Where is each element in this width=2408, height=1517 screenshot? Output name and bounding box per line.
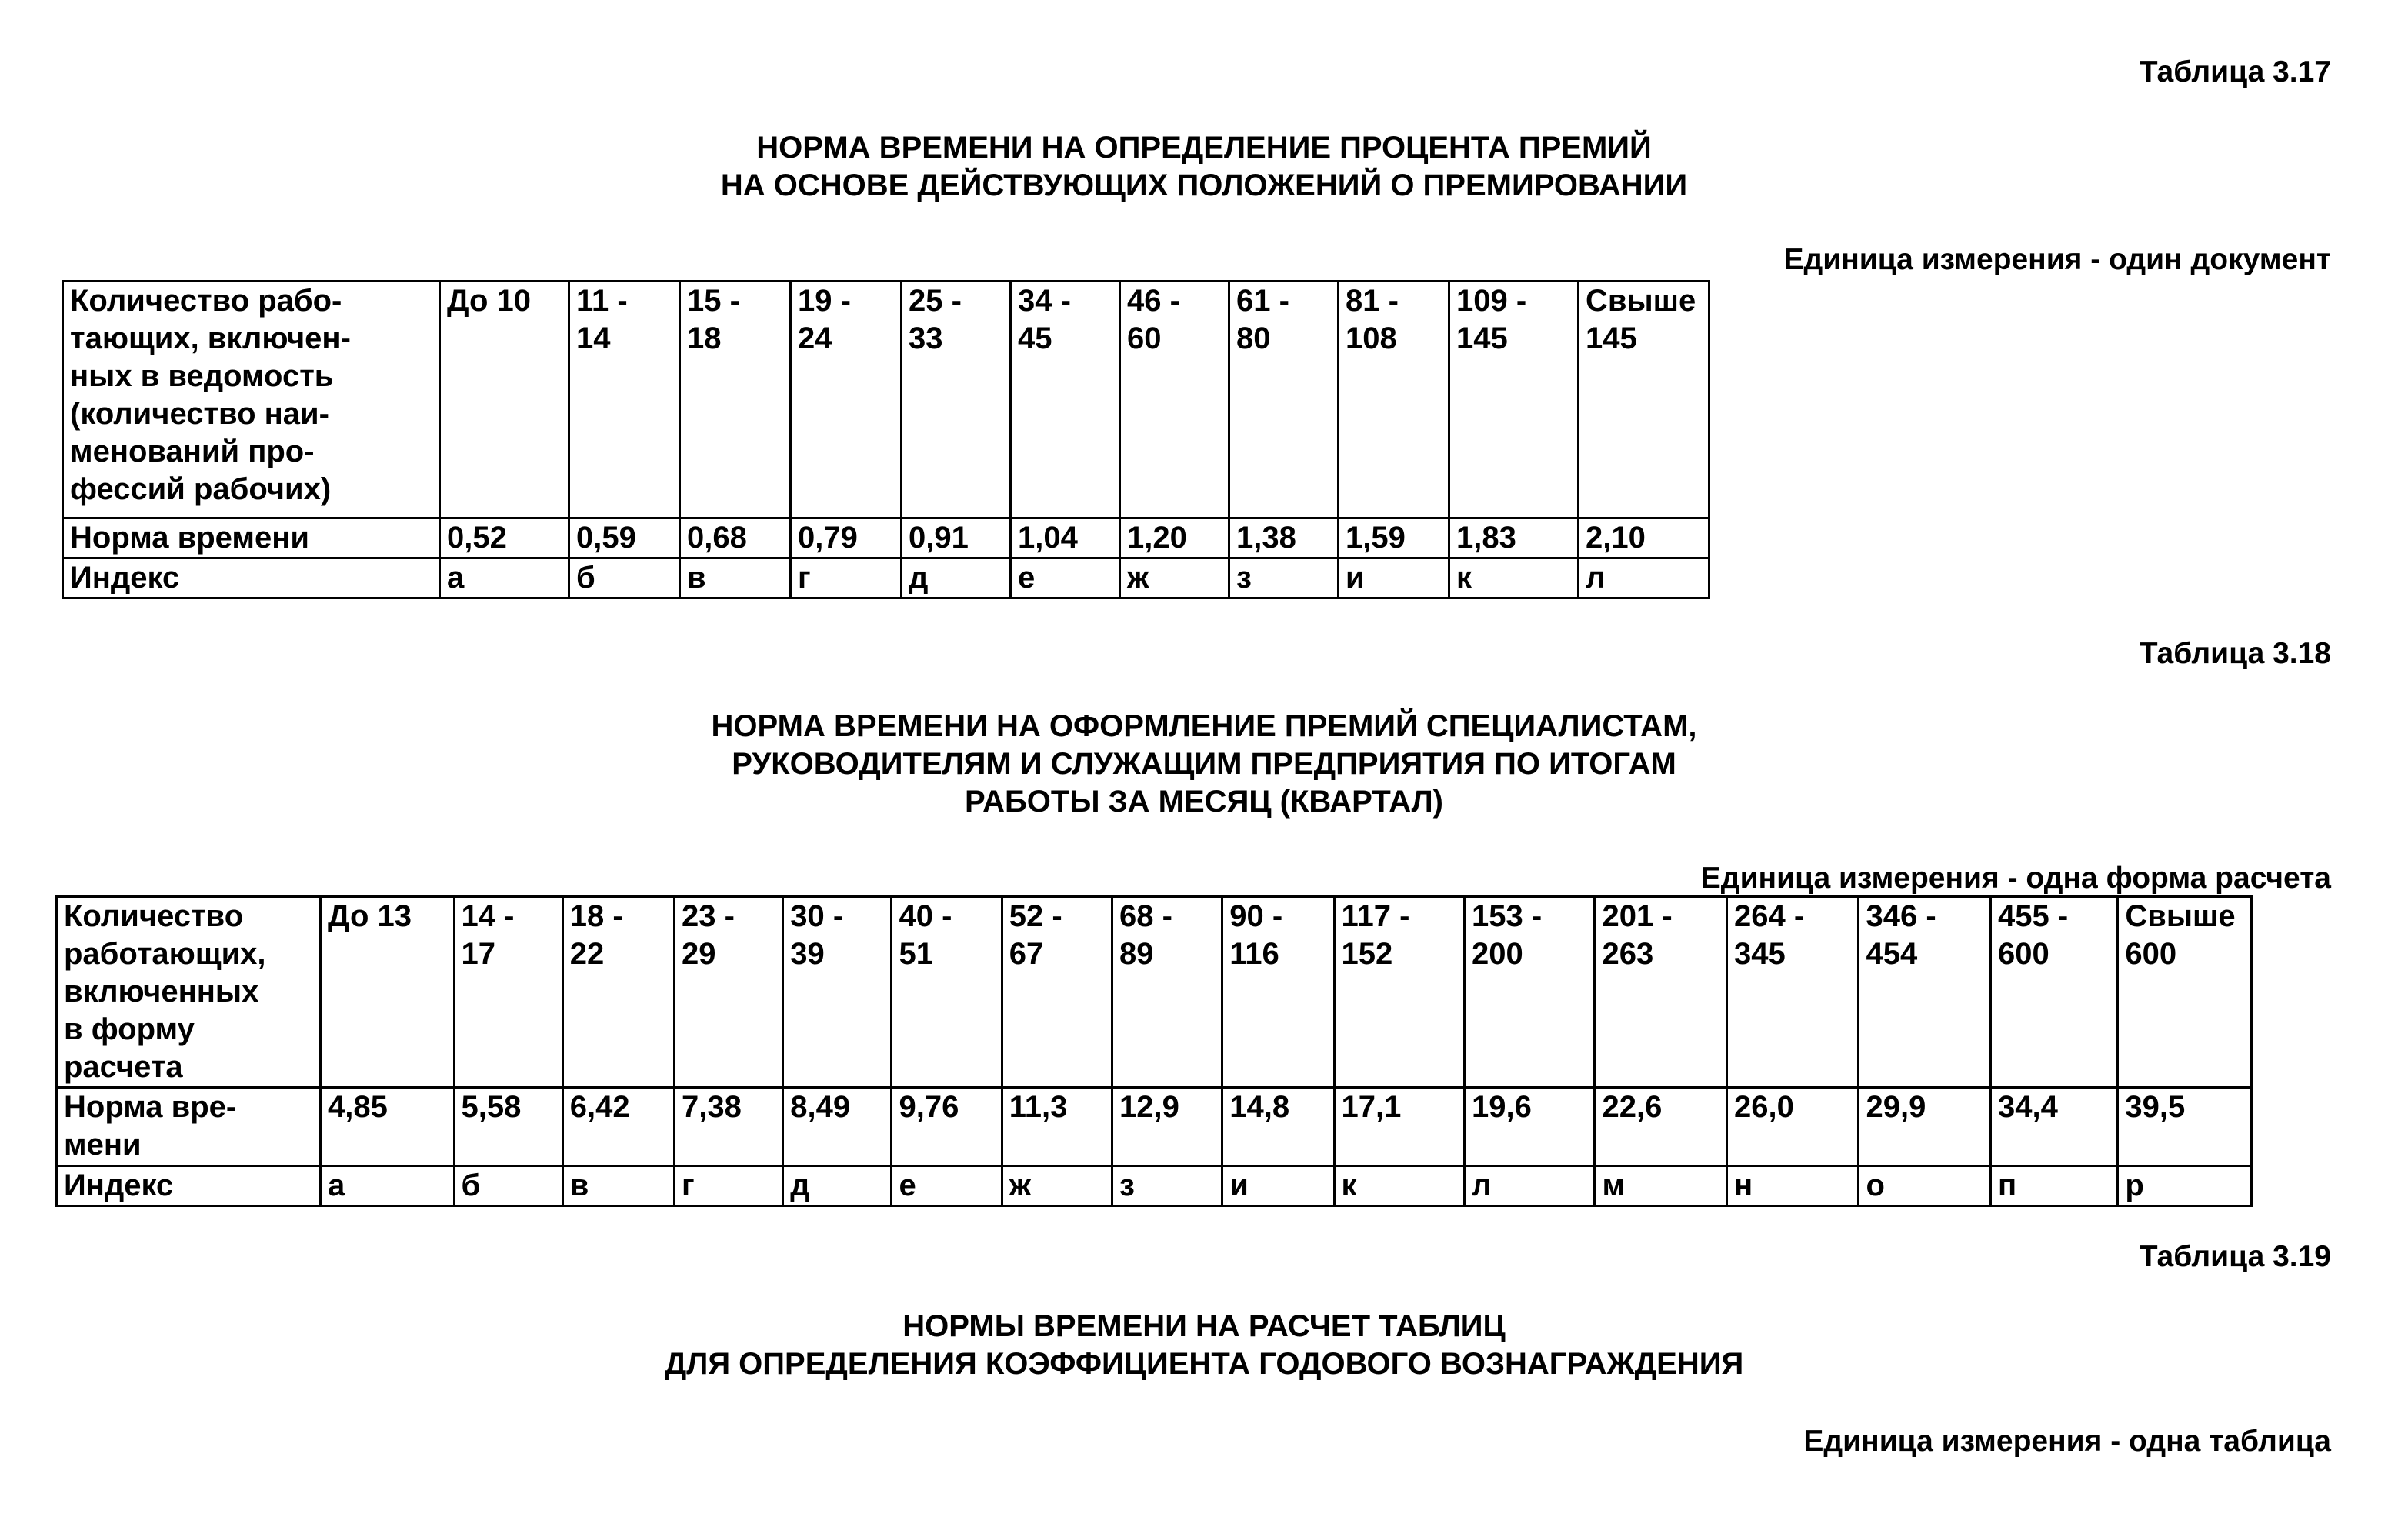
index-cell: б — [569, 558, 680, 598]
title-line: НОРМЫ ВРЕМЕНИ НА РАСЧЕТ ТАБЛИЦ — [902, 1309, 1506, 1343]
index-cell: л — [1579, 558, 1709, 598]
row-header-count: Количество рабо- тающих, включен- ных в ведомость (количество наи- менований про- фессий рабочих) — [63, 282, 440, 518]
table-label: Таблица 3.19 — [2139, 1240, 2331, 1273]
norm-cell: 22,6 — [1595, 1088, 1727, 1166]
row-header-norm: Норма вре- мени — [57, 1088, 321, 1166]
column-header: 46 - 60 — [1120, 282, 1229, 518]
index-cell: г — [791, 558, 902, 598]
norm-cell: 19,6 — [1464, 1088, 1594, 1166]
table-label: Таблица 3.17 — [2139, 55, 2331, 88]
norm-cell: 12,9 — [1112, 1088, 1222, 1166]
column-header: 14 - 17 — [454, 897, 562, 1088]
column-header: 23 - 29 — [675, 897, 783, 1088]
column-header: До 10 — [440, 282, 569, 518]
title-line: РАБОТЫ ЗА МЕСЯЦ (КВАРТАЛ) — [965, 785, 1443, 819]
row-header-norm: Норма времени — [63, 518, 440, 558]
row-header-index: Индекс — [57, 1166, 321, 1206]
index-cell: в — [562, 1166, 674, 1206]
table-title — [0, 708, 2408, 821]
index-cell: к — [1449, 558, 1579, 598]
table-row — [57, 897, 2252, 1088]
column-header: 455 - 600 — [1990, 897, 2117, 1088]
table-label: Таблица 3.18 — [2139, 637, 2331, 670]
column-header: До 13 — [321, 897, 455, 1088]
norm-cell: 39,5 — [2118, 1088, 2252, 1166]
table-row — [57, 1088, 2252, 1166]
norm-cell: 0,52 — [440, 518, 569, 558]
index-cell: в — [680, 558, 791, 598]
norm-table — [62, 280, 1710, 599]
column-header: 68 - 89 — [1112, 897, 1222, 1088]
column-header: 52 - 67 — [1002, 897, 1112, 1088]
index-cell: м — [1595, 1166, 1727, 1206]
unit-note: Единица измерения - одна форма расчета — [1700, 862, 2331, 895]
index-cell: о — [1859, 1166, 1991, 1206]
column-header: Свыше 600 — [2118, 897, 2252, 1088]
norm-cell: 4,85 — [321, 1088, 455, 1166]
index-cell: п — [1990, 1166, 2117, 1206]
column-header: 15 - 18 — [680, 282, 791, 518]
norm-cell: 1,04 — [1011, 518, 1120, 558]
norm-cell: 1,83 — [1449, 518, 1579, 558]
index-cell: а — [440, 558, 569, 598]
norm-cell: 0,68 — [680, 518, 791, 558]
row-header-count: Количество работающих, включенных в форму расчета — [57, 897, 321, 1088]
unit-note: Единица измерения - одна таблица — [1803, 1425, 2331, 1458]
index-cell: к — [1334, 1166, 1464, 1206]
norm-cell: 9,76 — [892, 1088, 1002, 1166]
norm-table — [55, 895, 2253, 1207]
column-header: 81 - 108 — [1339, 282, 1449, 518]
norm-cell: 11,3 — [1002, 1088, 1112, 1166]
column-header: 201 - 263 — [1595, 897, 1727, 1088]
norm-cell: 17,1 — [1334, 1088, 1464, 1166]
title-line: НА ОСНОВЕ ДЕЙСТВУЮЩИХ ПОЛОЖЕНИЙ О ПРЕМИРОВАНИИ — [720, 168, 1688, 202]
unit-note: Единица измерения - один документ — [1783, 243, 2331, 276]
index-cell: е — [1011, 558, 1120, 598]
table-row — [63, 518, 1709, 558]
norm-cell: 14,8 — [1222, 1088, 1334, 1166]
index-cell: и — [1222, 1166, 1334, 1206]
norm-cell: 5,58 — [454, 1088, 562, 1166]
index-cell: б — [454, 1166, 562, 1206]
column-header: 346 - 454 — [1859, 897, 1991, 1088]
norm-cell: 29,9 — [1859, 1088, 1991, 1166]
norm-cell: 26,0 — [1726, 1088, 1859, 1166]
norm-cell: 0,79 — [791, 518, 902, 558]
column-header: 25 - 33 — [902, 282, 1011, 518]
norm-cell: 7,38 — [675, 1088, 783, 1166]
column-header: 264 - 345 — [1726, 897, 1859, 1088]
column-header: 90 - 116 — [1222, 897, 1334, 1088]
index-cell: л — [1464, 1166, 1594, 1206]
norm-cell: 8,49 — [783, 1088, 892, 1166]
column-header: 117 - 152 — [1334, 897, 1464, 1088]
table-row — [57, 1166, 2252, 1206]
index-cell: г — [675, 1166, 783, 1206]
index-cell: д — [783, 1166, 892, 1206]
norm-cell: 1,20 — [1120, 518, 1229, 558]
column-header: 61 - 80 — [1229, 282, 1339, 518]
column-header: 109 - 145 — [1449, 282, 1579, 518]
index-cell: р — [2118, 1166, 2252, 1206]
index-cell: е — [892, 1166, 1002, 1206]
column-header: 19 - 24 — [791, 282, 902, 518]
column-header: 153 - 200 — [1464, 897, 1594, 1088]
index-cell: н — [1726, 1166, 1859, 1206]
index-cell: з — [1229, 558, 1339, 598]
index-cell: ж — [1002, 1166, 1112, 1206]
norm-cell: 2,10 — [1579, 518, 1709, 558]
row-header-index: Индекс — [63, 558, 440, 598]
norm-cell: 1,38 — [1229, 518, 1339, 558]
column-header: Свыше 145 — [1579, 282, 1709, 518]
title-line: НОРМА ВРЕМЕНИ НА ОПРЕДЕЛЕНИЕ ПРОЦЕНТА ПРЕМИЙ — [756, 131, 1652, 165]
column-header: 40 - 51 — [892, 897, 1002, 1088]
index-cell: ж — [1120, 558, 1229, 598]
norm-cell: 0,91 — [902, 518, 1011, 558]
title-line: ДЛЯ ОПРЕДЕЛЕНИЯ КОЭФФИЦИЕНТА ГОДОВОГО ВОЗНАГРАЖДЕНИЯ — [664, 1347, 1744, 1381]
norm-cell: 0,59 — [569, 518, 680, 558]
table-row — [63, 282, 1709, 518]
index-cell: а — [321, 1166, 455, 1206]
index-cell: д — [902, 558, 1011, 598]
title-line: НОРМА ВРЕМЕНИ НА ОФОРМЛЕНИЕ ПРЕМИЙ СПЕЦИАЛИСТАМ, — [711, 709, 1697, 743]
column-header: 11 - 14 — [569, 282, 680, 518]
norm-cell: 34,4 — [1990, 1088, 2117, 1166]
index-cell: и — [1339, 558, 1449, 598]
table-title — [0, 129, 2408, 205]
title-line: РУКОВОДИТЕЛЯМ И СЛУЖАЩИМ ПРЕДПРИЯТИЯ ПО ИТОГАМ — [732, 747, 1676, 781]
column-header: 34 - 45 — [1011, 282, 1120, 518]
table-row — [63, 558, 1709, 598]
index-cell: з — [1112, 1166, 1222, 1206]
norm-cell: 1,59 — [1339, 518, 1449, 558]
column-header: 30 - 39 — [783, 897, 892, 1088]
column-header: 18 - 22 — [562, 897, 674, 1088]
norm-cell: 6,42 — [562, 1088, 674, 1166]
table-title — [0, 1308, 2408, 1383]
